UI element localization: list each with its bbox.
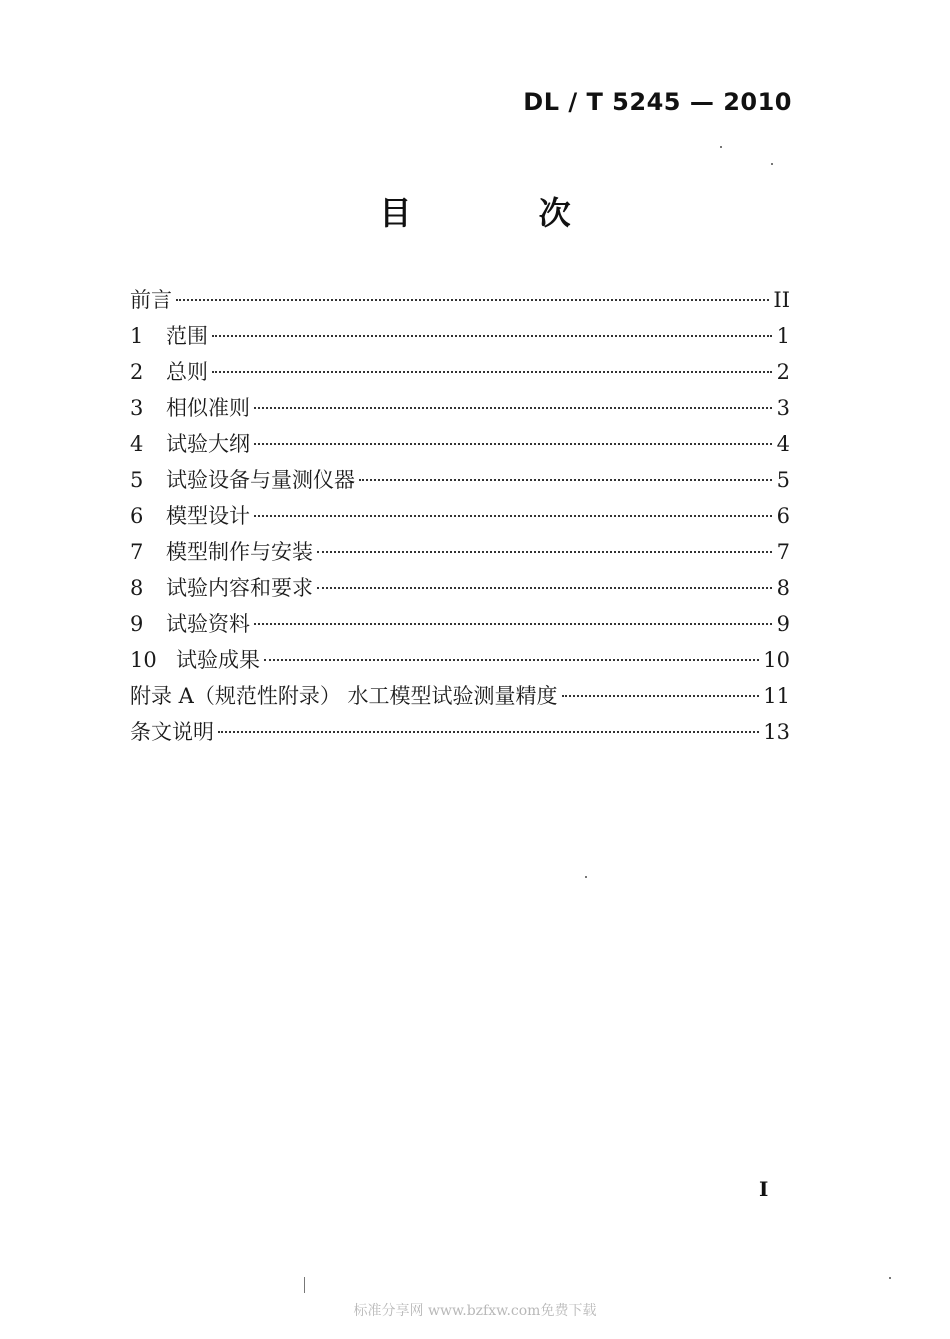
toc-entry-label: 模型制作与安装 <box>166 540 313 564</box>
toc-entry-page: 4 <box>776 432 790 456</box>
toc-title: 目 次 <box>379 194 629 232</box>
toc-entry[interactable] <box>130 282 790 318</box>
toc-entry-label: 试验资料 <box>166 612 250 636</box>
toc-leader-dots <box>212 371 772 373</box>
toc-entry-label: 前言 <box>130 288 172 312</box>
toc-entry-page: 10 <box>763 648 790 672</box>
toc-entry-label: 模型设计 <box>166 504 250 528</box>
toc-entry[interactable] <box>130 318 790 354</box>
standard-code: DL / T 5245 — 2010 <box>523 88 792 116</box>
toc-entry-number: 1 <box>130 324 144 348</box>
table-of-contents <box>130 282 790 750</box>
toc-leader-dots <box>317 551 772 553</box>
toc-entry-page: 8 <box>776 576 790 600</box>
toc-entry[interactable] <box>130 354 790 390</box>
scan-speck <box>771 163 773 165</box>
toc-leader-dots <box>317 587 772 589</box>
toc-entry-label: 试验大纲 <box>166 432 250 456</box>
toc-entry-number: 3 <box>130 396 144 420</box>
toc-entry-page: 9 <box>776 612 790 636</box>
toc-entry-label: 条文说明 <box>130 720 214 744</box>
toc-entry-page: II <box>773 288 790 312</box>
toc-entry[interactable] <box>130 390 790 426</box>
toc-entry-number: 2 <box>130 360 144 384</box>
toc-entry-label: 试验设备与量测仪器 <box>166 468 355 492</box>
toc-entry-number: 6 <box>130 504 144 528</box>
toc-entry[interactable] <box>130 642 790 678</box>
toc-entry[interactable] <box>130 426 790 462</box>
toc-leader-dots <box>254 407 772 409</box>
toc-entry-page: 6 <box>776 504 790 528</box>
scan-speck <box>889 1277 891 1279</box>
toc-entry-label: 总则 <box>166 360 208 384</box>
scan-speck <box>585 876 587 878</box>
toc-entry-page: 11 <box>763 684 790 708</box>
toc-leader-dots <box>212 335 772 337</box>
toc-entry-label: 试验内容和要求 <box>166 576 313 600</box>
toc-leader-dots <box>359 479 772 481</box>
toc-leader-dots <box>254 623 772 625</box>
page-number: I <box>759 1177 769 1201</box>
toc-entry-page: 5 <box>776 468 790 492</box>
toc-entry[interactable] <box>130 462 790 498</box>
toc-leader-dots <box>176 299 769 301</box>
toc-entry[interactable] <box>130 714 790 750</box>
toc-entry[interactable] <box>130 534 790 570</box>
toc-entry-label: 范围 <box>166 324 208 348</box>
toc-entry-page: 13 <box>763 720 790 744</box>
toc-entry-number: 9 <box>130 612 144 636</box>
toc-entry[interactable] <box>130 606 790 642</box>
toc-entry-label: 附录 A（规范性附录） 水工模型试验测量精度 <box>130 684 558 708</box>
toc-entry-label: 相似准则 <box>166 396 250 420</box>
toc-entry-page: 1 <box>776 324 790 348</box>
toc-leader-dots <box>264 659 759 661</box>
scan-line <box>304 1277 305 1293</box>
toc-entry-page: 3 <box>776 396 790 420</box>
toc-entry[interactable] <box>130 570 790 606</box>
toc-leader-dots <box>254 515 772 517</box>
toc-leader-dots <box>562 695 760 697</box>
scan-speck <box>720 146 722 148</box>
toc-entry[interactable] <box>130 678 790 714</box>
toc-entry-number: 5 <box>130 468 144 492</box>
toc-entry-page: 7 <box>776 540 790 564</box>
toc-entry[interactable] <box>130 498 790 534</box>
toc-entry-label: 试验成果 <box>176 648 260 672</box>
toc-entry-number: 8 <box>130 576 144 600</box>
watermark-text: 标准分享网 www.bzfxw.com免费下载 <box>353 1303 597 1319</box>
toc-entry-number: 4 <box>130 432 144 456</box>
toc-leader-dots <box>254 443 772 445</box>
toc-entry-page: 2 <box>776 360 790 384</box>
toc-entry-number: 10 <box>130 648 157 672</box>
toc-entry-number: 7 <box>130 540 144 564</box>
toc-leader-dots <box>218 731 759 733</box>
